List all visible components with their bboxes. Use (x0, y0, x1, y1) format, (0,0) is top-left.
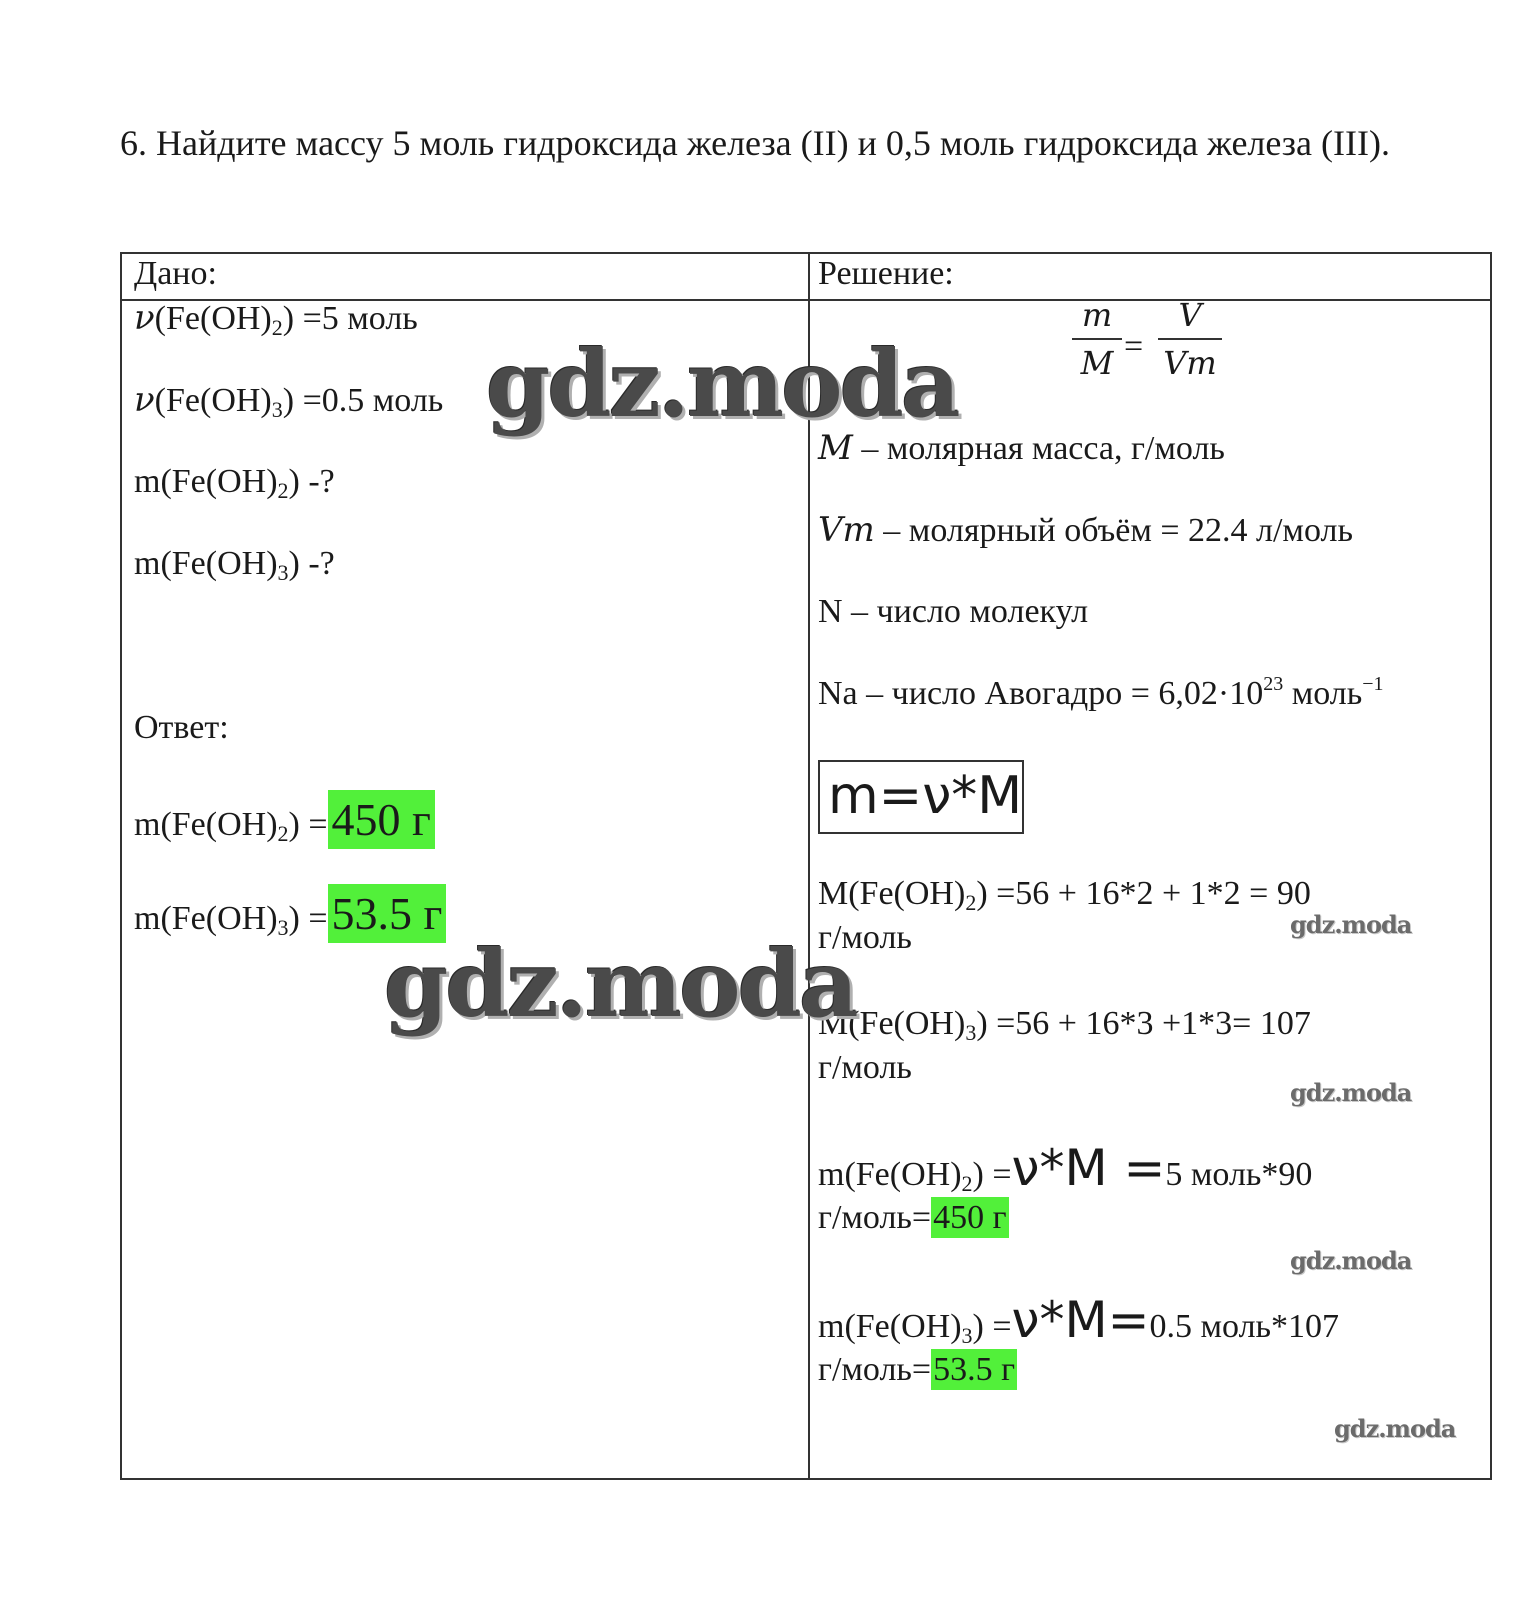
solution-header: Решение: (818, 255, 954, 292)
watermark-small: gdz.moda (1334, 1414, 1456, 1443)
molar-mass-fe-oh-2: $M(Fe(OH)_2) =56 + 16*2 + 1*2 = 90$ (818, 875, 1311, 915)
result-highlight: 450 г (933, 1199, 1007, 1236)
given-nu-fe-oh-2: $\nu(Fe(OH)_2) =5$ моль (134, 298, 418, 340)
problem-statement: 6. Найдите массу 5 моль гидроксида железа (II) и 0,5 моль гидроксида железа (III). (120, 123, 1390, 163)
find-mass-fe-oh-2: $m(Fe(OH)_2)$ -? (134, 463, 335, 503)
watermark-large: gdz.moda (486, 330, 958, 438)
answer-mass-fe-oh-2: $m(Fe(OH)_2) =450$ г (134, 800, 435, 845)
watermark-small: gdz.moda (1290, 1078, 1412, 1107)
answer-label: Ответ: (134, 709, 229, 746)
molar-mass-fe-oh-3: $M(Fe(OH)_3) =56 + 16*3 +1*3= 107$ (818, 1005, 1311, 1045)
definition-molar-volume: Vm – молярный объём = 22.4 л/моль (818, 510, 1353, 550)
result-highlight: 53.5 г (933, 1351, 1016, 1388)
given-nu-fe-oh-3: $\nu(Fe(OH)_3) =0.5$ моль (134, 380, 444, 422)
calc-mass-fe-oh-3-result: г/моль=53.5 г (818, 1351, 1016, 1388)
fraction-V-over-Vm: $\frac{V}{Vm}$ (1158, 298, 1222, 380)
calc-mass-fe-oh-2: $m(Fe(OH)_2) =\nu*M =5$ моль*90 (818, 1139, 1313, 1197)
watermark-small: gdz.moda (1290, 910, 1412, 939)
answer-value-highlight: 450 г (328, 790, 435, 849)
nu-symbol: ν (134, 298, 155, 338)
answer-mass-fe-oh-3: $m(Fe(OH)_3) =53.5$ г (134, 894, 446, 939)
calc-mass-fe-oh-3: $m(Fe(OH)_3) =\nu*M=0.5$ моль*107 (818, 1291, 1340, 1349)
boxed-formula: m=ν*M (818, 760, 1024, 834)
equals-sign: = (1124, 328, 1144, 365)
watermark-large: gdz.moda (384, 930, 856, 1038)
definition-molecule-count: N – число молекул (818, 593, 1089, 630)
molar-mass-fe-oh-3-unit: г/моль (818, 1049, 912, 1086)
nu-symbol: ν (134, 380, 155, 420)
find-mass-fe-oh-3: $m(Fe(OH)_3)$ -? (134, 545, 335, 585)
fraction-m-over-M: $\frac{m}{M}$ (1072, 298, 1122, 380)
definition-avogadro: Na – число Авогадро = $6,02\cdot 10^{23}$ моль$^{-1}$ (818, 673, 1384, 712)
watermark-small: gdz.moda (1290, 1246, 1412, 1275)
given-header: Дано: (134, 255, 217, 292)
molar-mass-fe-oh-2-unit: г/моль (818, 919, 912, 956)
answer-value-highlight: 53.5 г (328, 884, 447, 943)
definition-molar-mass: M – молярная масса, г/моль (818, 428, 1225, 468)
calc-mass-fe-oh-2-result: г/моль=450 г (818, 1199, 1007, 1236)
